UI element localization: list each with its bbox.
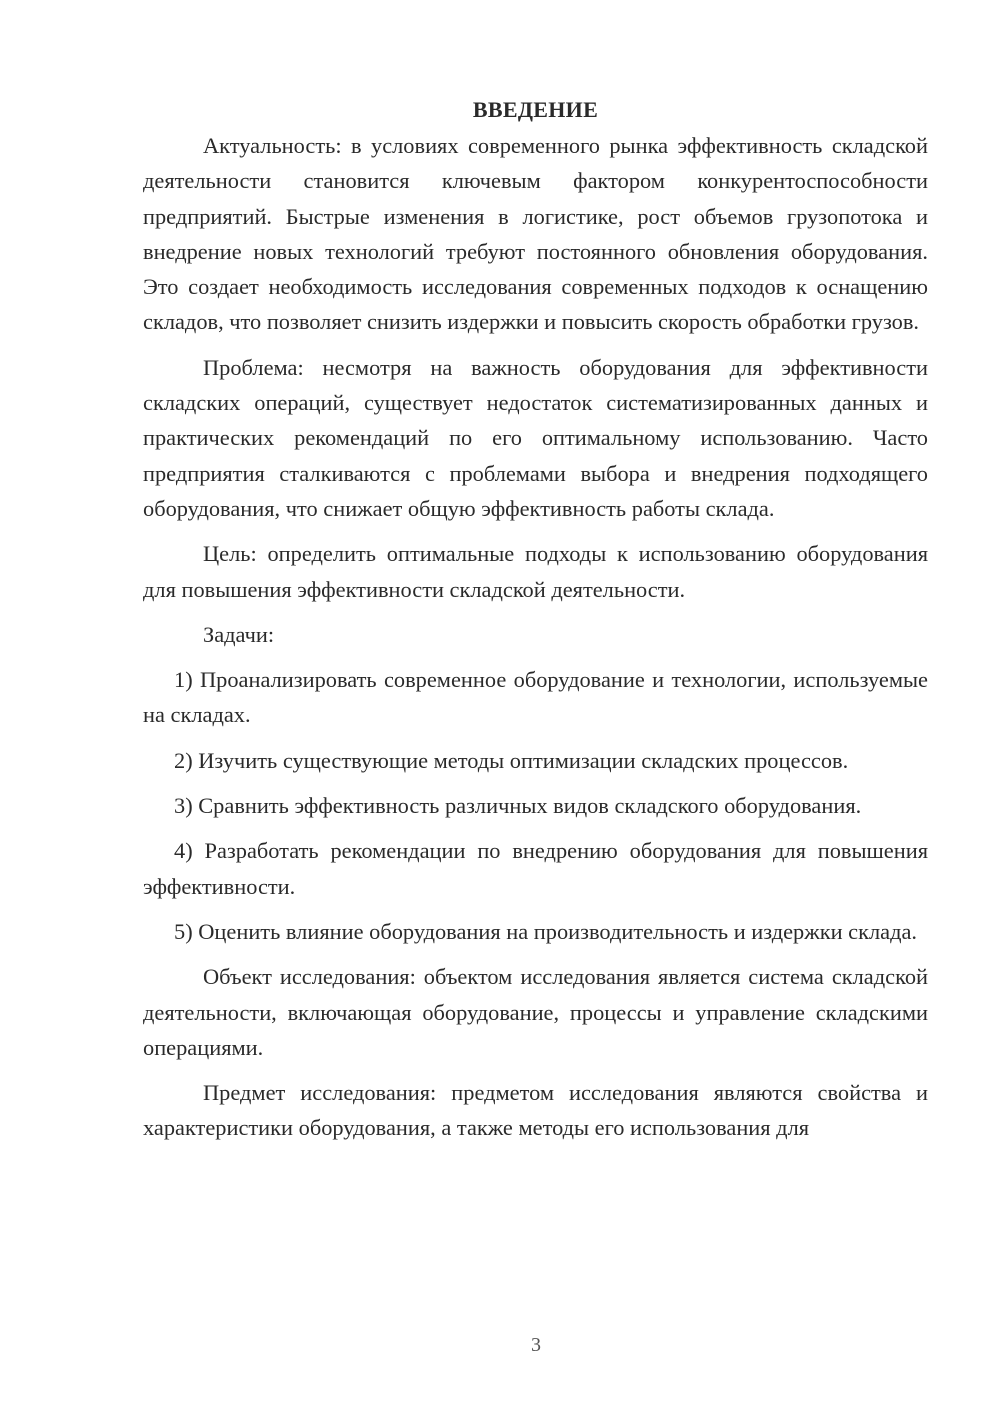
- page-title: ВВЕДЕНИЕ: [472, 97, 599, 122]
- paragraph-object: Объект исследования: объектом исследования является система складской деятельности, включающая оборудование, процессы и управление складскими операциями.: [143, 964, 928, 1060]
- tasks-heading: Задачи:: [203, 621, 275, 647]
- task-item: 4) Разработать рекомендации по внедрению оборудования для повышения эффективности.: [143, 838, 928, 899]
- task-item: 3) Сравнить эффективность различных видов складского оборудования.: [174, 793, 862, 819]
- task-item: 2) Изучить существующие методы оптимизации складских процессов.: [174, 747, 849, 773]
- paragraph-subject: Предмет исследования: предметом исследования являются свойства и характеристики оборудования, а также методы его использования для: [143, 1080, 928, 1141]
- task-item: 5) Оценить влияние оборудования на производительность и издержки склада.: [174, 918, 918, 944]
- paragraph-goal: Цель: определить оптимальные подходы к использованию оборудования для повышения эффективности складской деятельности.: [143, 541, 928, 602]
- paragraph-problem: Проблема: несмотря на важность оборудования для эффективности складских операций, существует недостаток систематизированных данных и практических рекомендаций по его оптимальному использованию. Часто предприятия сталкиваются с проблемами выбора и внедрения подходящего оборудования, что снижает общую эффективность работы склада.: [143, 354, 928, 521]
- task-item: 1) Проанализировать современное оборудование и технологии, используемые на складах.: [143, 667, 928, 728]
- paragraph-relevance: Актуальность: в условиях современного рынка эффективность складской деятельности становится ключевым фактором конкурентоспособности предприятий. Быстрые изменения в логистике, рост объемов грузопотока и внедрение новых технологий требуют постоянного обновления оборудования. Это создает необходимость исследования современных подходов к оснащению складов, что позволяет снизить издержки и повысить скорость обработки грузов.: [143, 133, 928, 335]
- page-number: 3: [531, 1334, 541, 1356]
- document-page: [143, 92, 928, 1156]
